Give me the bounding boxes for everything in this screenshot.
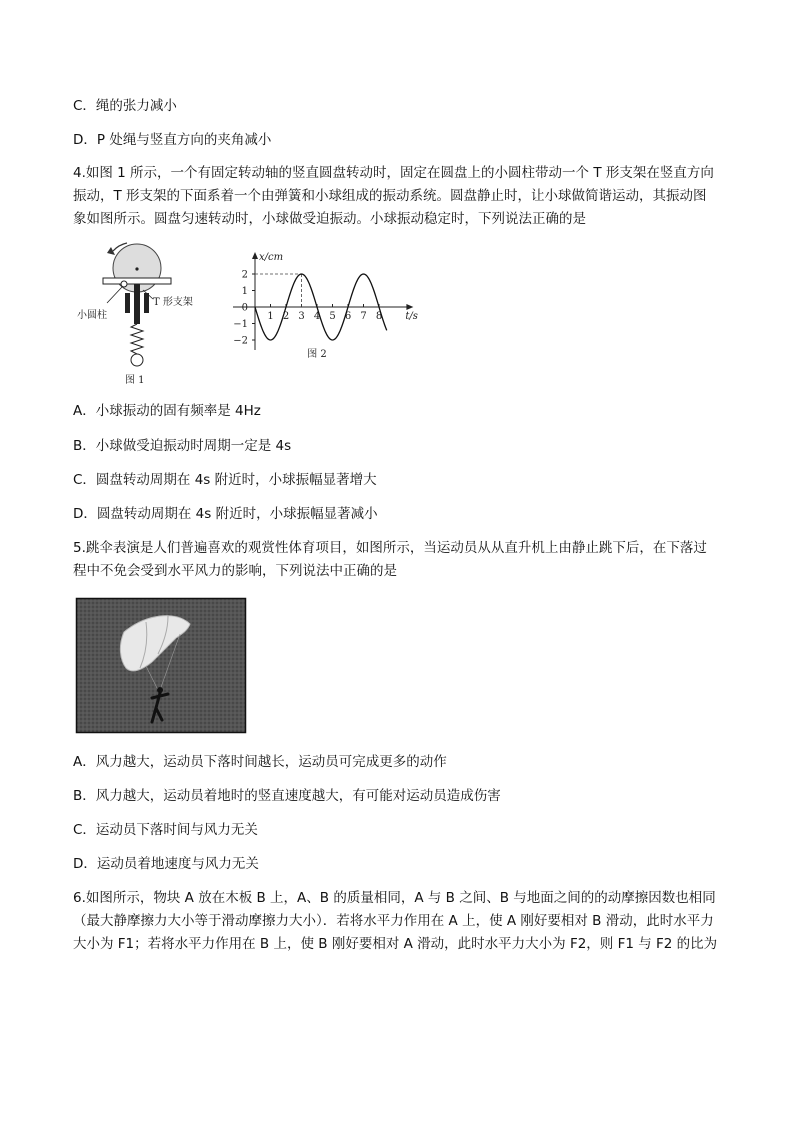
y-tick-label: −1 [233,319,248,330]
y-axis-label: x/cm [259,252,284,263]
spring [131,324,143,354]
q4-stem-line-3: 象如图所示。圆盘匀速转动时，小球做受迫振动。小球振动稳定时，下列说法正确的是 [73,211,586,227]
q3-option-d: D．P 处绳与竖直方向的夹角减小 [73,132,272,148]
figure-2-graph [225,243,435,368]
x-tick-label: 8 [375,311,383,322]
y-axis-arrow [252,252,258,259]
q5-stem-line-2: 程中不免会受到水平风力的影响，下列说法中正确的是 [73,563,397,579]
x-tick-label: 4 [313,311,321,322]
x-tick-label: 5 [329,311,336,322]
q4-option-d: D．圆盘转动周期在 4s 附近时，小球振幅显著减小 [73,506,378,522]
q4-stem-line-1: 4.如图 1 所示，一个有固定转动轴的竖直圆盘转动时，固定在圆盘上的小圆柱带动一个 T 形支架在竖直方向 [73,165,714,181]
figure-1-caption: 图 1 [125,375,145,386]
q5-stem-line-1: 5.跳伞表演是人们普遍喜欢的观赏性体育项目，如图所示，当运动员从从直升机上由静止跳下后，在下落过 [73,540,707,556]
figure-1-setup [77,243,205,388]
label-t-frame: T 形支架 [153,297,193,308]
x-tick-label: 7 [360,311,367,322]
y-tick-label: −2 [233,335,248,347]
q4-option-a: A．小球振动的固有频率是 4Hz [73,403,261,419]
ball [131,354,143,366]
y-tick-label: 0 [241,302,248,314]
q6-stem-line-1: 6.如图所示，物块 A 放在木板 B 上，A、B 的质量相同，A 与 B 之间、B 与地面之间的的动摩擦因数也相同 [73,890,716,906]
q6-stem-line-3: 大小为 F1；若将水平力作用在 B 上，使 B 刚好要相对 A 滑动，此时水平力大小为 F2，则 F1 与 F2 的比为 [73,936,718,952]
q5-option-c: C．运动员下落时间与风力无关 [73,822,258,838]
y-tick-label: 1 [241,286,248,297]
label-small-cylinder: 小圆柱 [77,310,107,321]
q4-option-c: C．圆盘转动周期在 4s 附近时，小球振幅显著增大 [73,472,377,488]
q5-option-b: B．风力越大，运动员着地时的竖直速度越大，有可能对运动员造成伤害 [73,788,501,804]
x-axis-arrow [406,304,413,310]
x-tick-label: 2 [282,311,290,322]
small-cylinder [121,281,127,287]
x-axis-label: t/s [405,311,418,322]
y-tick-label: 2 [241,269,248,281]
t-frame-bar [103,278,171,284]
q4-stem-line-2: 振动，T 形支架的下面系着一个由弹簧和小球组成的振动系统。圆盘静止时，让小球做简谐运动，其振动图 [73,188,707,204]
figure-2-caption: 图 2 [307,349,327,360]
q4-option-b: B．小球做受迫振动时周期一定是 4s [73,438,292,454]
q3-option-c: C．绳的张力减小 [73,98,177,114]
x-tick-label: 3 [298,311,305,322]
x-tick-label: 1 [267,311,274,322]
x-tick-label: 6 [344,311,352,322]
q6-stem-line-2: （最大静摩擦力大小等于滑动摩擦力大小）．若将水平力作用在 A 上，使 A 刚好要相对 B 滑动，此时水平力 [73,913,714,929]
t-frame-stem [134,284,140,324]
skydiver-photo [76,598,246,733]
q5-option-a: A．风力越大，运动员下落时间越长，运动员可完成更多的动作 [73,754,447,770]
q5-option-d: D．运动员着地速度与风力无关 [73,856,259,872]
